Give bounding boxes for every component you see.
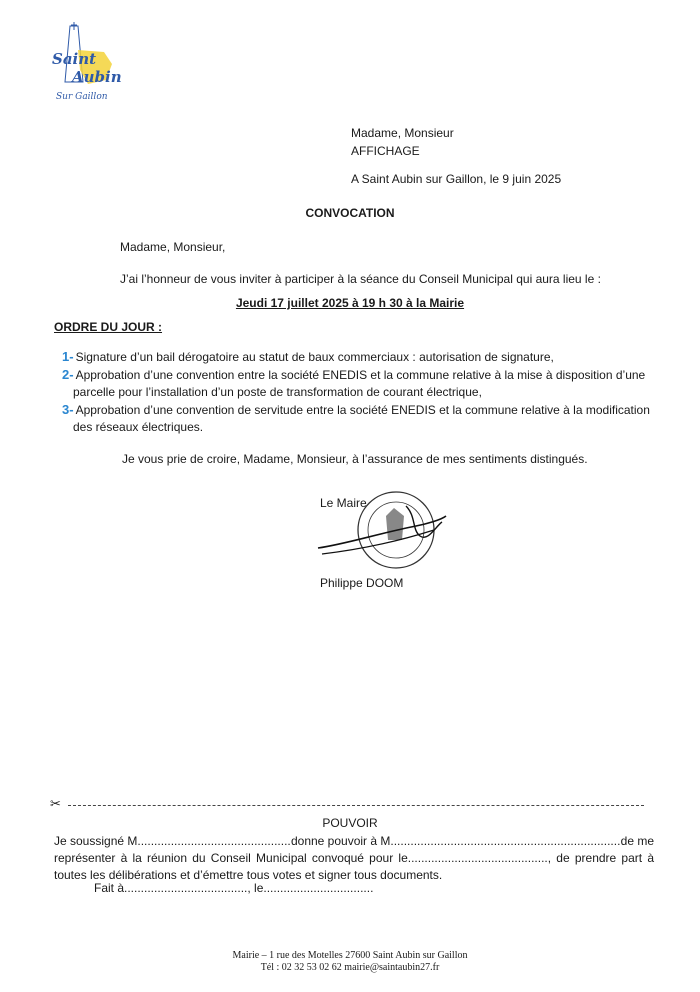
signatory-title: Le Maire	[320, 496, 367, 510]
dashed-divider	[68, 805, 644, 806]
recipient-block	[351, 124, 454, 160]
intro-text: J’ai l’honneur de vous inviter à participer à la séance du Conseil Municipal qui aura lieu le :	[120, 272, 601, 286]
town-logo	[48, 22, 122, 108]
pouvoir-fait-line: Fait à....................................., le.................................	[94, 881, 374, 895]
footer-contact: Tél : 02 32 53 02 62 mairie@saintaubin27.fr	[260, 962, 440, 973]
place-date: A Saint Aubin sur Gaillon, le 9 juin 2025	[351, 172, 562, 186]
document-title: CONVOCATION	[305, 206, 395, 220]
agenda-number: 1-	[62, 349, 74, 364]
recipient-line: Madame, Monsieur	[351, 126, 454, 140]
agenda-list	[62, 348, 654, 436]
agenda-text: Approbation d’une convention entre la société ENEDIS et la commune relative à la mise à disposition d’une	[75, 368, 646, 382]
pouvoir-text-end: de me	[620, 834, 654, 848]
cut-line	[50, 796, 644, 811]
meeting-date: Jeudi 17 juillet 2025 à 19 h 30 à la Mairie	[235, 296, 465, 310]
agenda-text: Approbation d’une convention de servitude entre la société ENEDIS et la commune relative à la modification	[75, 403, 650, 417]
agenda-text-continued: parcelle pour l’installation d’un poste de transformation de courant électrique,	[73, 385, 482, 399]
pouvoir-body: représenter à la réunion du Conseil Municipal convoqué pour le.........................................., de prendre part à toutes les délibérations et d’émettre tous votes et signer tous documents.	[54, 851, 654, 882]
logo-text-gaillon: Sur Gaillon	[56, 92, 108, 102]
signatory-name: Philippe DOOM	[320, 576, 404, 590]
pouvoir-field-mandataire: donne pouvoir à M.....................................................................	[290, 834, 621, 848]
agenda-heading: ORDRE DU JOUR :	[54, 320, 163, 334]
agenda-text: Signature d’un bail dérogatoire au statut de baux commerciaux : autorisation de signature,	[75, 350, 554, 364]
agenda-item	[62, 366, 654, 401]
footer-address: Mairie – 1 rue des Motelles 27600 Saint Aubin sur Gaillon	[232, 950, 468, 961]
footer	[0, 950, 700, 974]
pouvoir-field-soussigne: Je soussigné M..............................................	[54, 834, 291, 848]
logo-text-saint: Saint	[52, 50, 97, 68]
agenda-item	[62, 348, 654, 366]
salutation: Madame, Monsieur,	[120, 240, 226, 254]
pouvoir-text	[54, 833, 654, 884]
agenda-text-continued: des réseaux électriques.	[73, 420, 204, 434]
pouvoir-title: POUVOIR	[322, 816, 378, 830]
agenda-item	[62, 401, 654, 436]
scissors-icon: ✂	[50, 796, 61, 811]
closing-text: Je vous prie de croire, Madame, Monsieur, à l’assurance de mes sentiments distingués.	[122, 452, 588, 466]
agenda-number: 2-	[62, 367, 74, 382]
logo-text-aubin: Aubin	[72, 68, 122, 86]
recipient-line: AFFICHAGE	[351, 144, 420, 158]
pouvoir-line-1	[54, 833, 654, 850]
agenda-number: 3-	[62, 402, 74, 417]
